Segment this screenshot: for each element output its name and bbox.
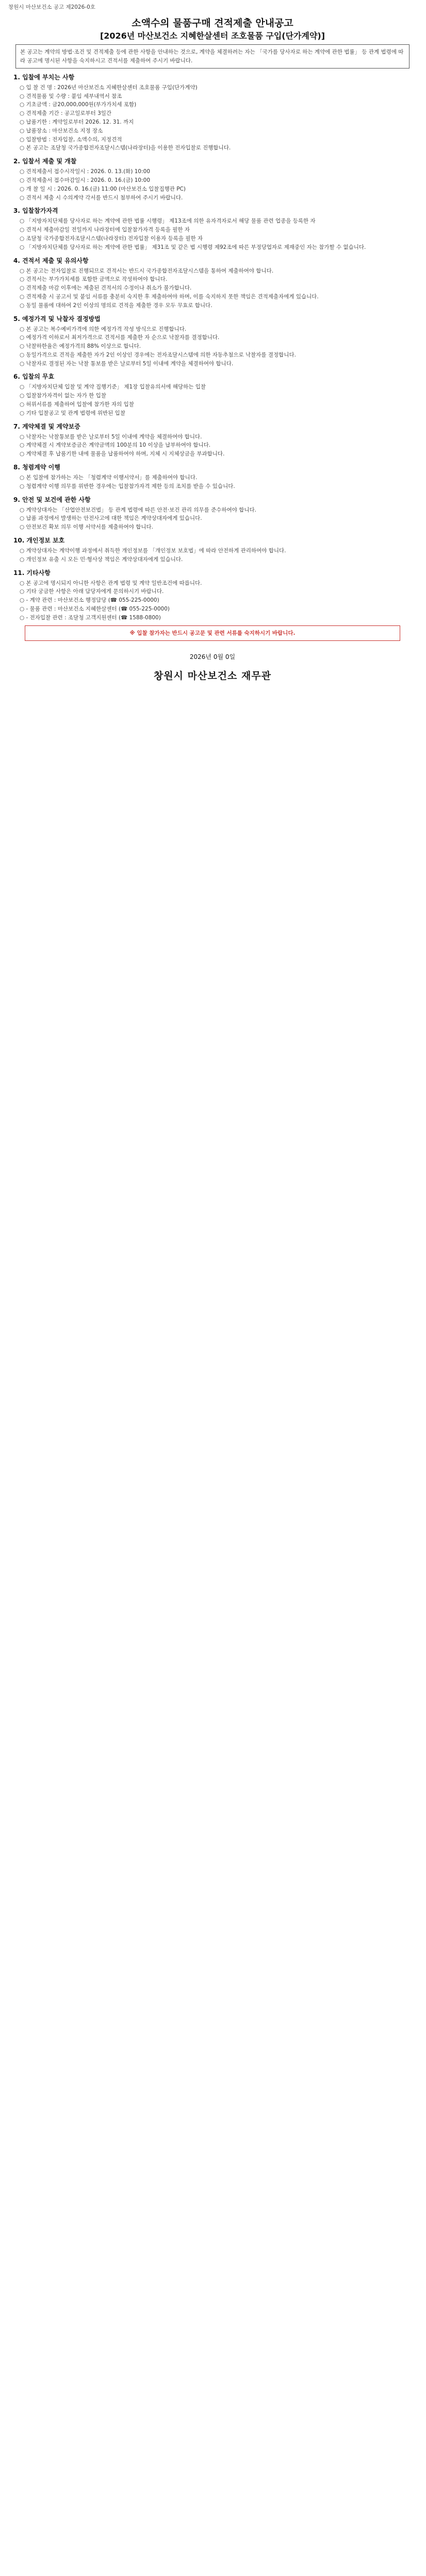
list-item: ○ 조달청 국가종합전자조달시스템(나라장터) 전자입찰 이용자 등록을 필한 자 <box>20 234 412 243</box>
list-item: ○ 낙찰자는 낙찰통보를 받은 날로부터 5일 이내에 계약을 체결하여야 합니다. <box>20 433 412 442</box>
list-item: ○ 개 찰 일 시 : 2026. 0. 16.(금) 11:00 (마산보건소 입찰집행관 PC) <box>20 185 412 194</box>
section-list <box>13 167 412 202</box>
list-item: ○ - 전자입찰 관련 : 조달청 고객지원센터 (☎ 1588-0800) <box>20 614 412 622</box>
section <box>13 372 412 417</box>
list-item: ○ 개인정보 유출 시 모든 민·형사상 책임은 계약상대자에게 있습니다. <box>20 555 412 564</box>
title-block <box>4 17 421 41</box>
section-list <box>13 267 412 310</box>
section-heading: 4. 견적서 제출 및 유의사항 <box>13 257 89 264</box>
list-item: ○ 동일 물품에 대하여 2인 이상의 명의로 견적을 제출한 경우 모두 무효로 합니다. <box>20 301 412 310</box>
list-item: ○ 계약상대자는 계약이행 과정에서 취득한 개인정보를 「개인정보 보호법」에 따라 안전하게 관리하여야 합니다. <box>20 547 412 555</box>
list-item: ○ 기초금액 : 금20,000,000원(부가가치세 포함) <box>20 100 412 109</box>
list-item: ○ 납품장소 : 마산보건소 지정 장소 <box>20 127 412 135</box>
list-item: ○ 계약체결 시 계약보증금은 계약금액의 100분의 10 이상을 납부하여야 합니다. <box>20 441 412 450</box>
section-heading: 11. 기타사항 <box>13 569 51 577</box>
list-item: ○ - 계약 관련 : 마산보건소 행정담당 (☎ 055-225-0000) <box>20 596 412 605</box>
section-heading: 9. 안전 및 보건에 관한 사항 <box>13 496 91 503</box>
section-heading: 1. 입찰에 부치는 사항 <box>13 73 75 81</box>
section <box>13 157 412 202</box>
section <box>13 422 412 459</box>
list-item: ○ 입찰방법 : 전자입찰, 소액수의, 지정견적 <box>20 135 412 144</box>
list-item: ○ 본 공고는 조달청 국가종합전자조달시스템(나라장터)을 이용한 전자입찰로 진행합니다. <box>20 144 412 152</box>
page-title: 소액수의 물품구매 견적제출 안내공고 <box>132 18 293 29</box>
section-heading: 8. 청렴계약 이행 <box>13 464 60 471</box>
list-item: ○ 입찰참가자격이 없는 자가 한 입찰 <box>20 392 412 400</box>
list-item: ○ 계약체결 후 납품기한 내에 물품을 납품하여야 하며, 지체 시 지체상금을 부과합니다. <box>20 450 412 459</box>
announcement-date: 2026년 0월 0일 <box>189 653 236 661</box>
list-item: ○ 견적제출 마감 이후에는 제출된 견적서의 수정이나 취소가 불가합니다. <box>20 284 412 293</box>
list-item: ○ 기타 입찰공고 및 관계 법령에 위반된 입찰 <box>20 409 412 418</box>
section-heading: 10. 개인정보 보호 <box>13 537 65 545</box>
section-list <box>13 217 412 251</box>
list-item: ○ 견적제출서 접수시작일시 : 2026. 0. 13.(화) 10:00 <box>20 167 412 176</box>
list-item: ○ 입 찰 건 명 : 2026년 마산보건소 지혜한살센터 조호물품 구입(단가계약) <box>20 83 412 92</box>
list-item: ○ 견적서 제출 시 수의계약 각서를 반드시 첨부하여 주시기 바랍니다. <box>20 194 412 202</box>
section <box>13 206 412 251</box>
section-list <box>13 383 412 417</box>
section-heading: 3. 입찰참가자격 <box>13 207 58 215</box>
list-item: ○ - 물품 관련 : 마산보건소 지혜한살센터 (☎ 055-225-0000) <box>20 605 412 614</box>
list-item: ○ 계약상대자는 「산업안전보건법」 등 관계 법령에 따른 안전·보건 관리 의무를 준수하여야 합니다. <box>20 506 412 515</box>
section <box>13 495 412 532</box>
list-item: ○ 납품 과정에서 발생하는 안전사고에 대한 책임은 계약상대자에게 있습니다. <box>20 514 412 523</box>
list-item: ○ 본 공고는 전자입찰로 진행되므로 견적서는 반드시 국가종합전자조달시스템을 통하여 제출하여야 합니다. <box>20 267 412 276</box>
section-list <box>13 579 412 622</box>
section <box>13 314 412 368</box>
list-item: ○ 본 공고에 명시되지 아니한 사항은 관계 법령 및 계약 일반조건에 따릅니다. <box>20 579 412 588</box>
list-item: ○ 허위서류를 제출하여 입찰에 참가한 자의 입찰 <box>20 400 412 409</box>
list-item: ○ 「지방자치단체를 당사자로 하는 계약에 관한 법률」 제31조 및 같은 법 시행령 제92조에 따른 부정당업자로 제재중인 자는 참가할 수 없습니다. <box>20 243 412 252</box>
section <box>13 568 412 622</box>
list-item: ○ 본 공고는 복수예비가격에 의한 예정가격 작성 방식으로 진행합니다. <box>20 325 412 334</box>
notice-box: 본 공고는 계약의 방법·조건 및 견적제출 등에 관한 사항을 안내하는 것으로, 계약을 체결하려는 자는 「국가를 당사자로 하는 계약에 관한 법률」 등 관계 법령에 따라 공고에 명시된 사항을 숙지하시고 견적서를 제출하여 주시기 바랍니다. <box>15 44 409 69</box>
list-item: ○ 「지방자치단체 입찰 및 계약 집행기준」 제1장 입찰유의서에 해당하는 입찰 <box>20 383 412 392</box>
red-notice: ※ 입찰 참가자는 반드시 공고문 및 관련 서류를 숙지하시기 바랍니다. <box>25 625 400 641</box>
doc-reference: 창원시 마산보건소 공고 제2026-0호 <box>8 4 95 10</box>
list-item: ○ 「지방자치단체를 당사자로 하는 계약에 관한 법률 시행령」 제13조에 의한 유자격자로서 해당 물품 관련 업종을 등록한 자 <box>20 217 412 226</box>
list-item: ○ 견적제출서 접수마감일시 : 2026. 0. 16.(금) 10:00 <box>20 176 412 185</box>
list-item: ○ 견적제출 시 공고서 및 붙임 서류를 충분히 숙지한 후 제출하여야 하며, 이를 숙지하지 못한 책임은 견적제출자에게 있습니다. <box>20 293 412 301</box>
section-heading: 6. 입찰의 무효 <box>13 373 55 381</box>
section <box>13 256 412 310</box>
section-list <box>13 506 412 532</box>
section-list <box>13 83 412 152</box>
sections-container <box>4 73 421 622</box>
section <box>13 536 412 564</box>
section <box>13 73 412 152</box>
list-item: ○ 낙찰자로 결정된 자는 낙찰 통보를 받은 날로부터 5일 이내에 계약을 체결하여야 합니다. <box>20 360 412 368</box>
section-heading: 7. 계약체결 및 계약보증 <box>13 422 80 430</box>
list-item: ○ 견적물품 및 수량 : 붙임 세부내역서 참조 <box>20 92 412 101</box>
list-item: ○ 동일가격으로 견적을 제출한 자가 2인 이상인 경우에는 전자조달시스템에 의한 자동추첨으로 낙찰자를 결정합니다. <box>20 351 412 360</box>
list-item: ○ 기타 궁금한 사항은 아래 담당자에게 문의하시기 바랍니다. <box>20 587 412 596</box>
list-item: ○ 청렴계약 이행 의무를 위반한 경우에는 입찰참가자격 제한 등의 조치를 받을 수 있습니다. <box>20 482 412 491</box>
section <box>13 463 412 491</box>
list-item: ○ 예정가격 이하로서 최저가격으로 견적서를 제출한 자 순으로 낙찰자를 결정합니다. <box>20 333 412 342</box>
section-heading: 5. 예정가격 및 낙찰자 결정방법 <box>13 315 101 323</box>
section-list <box>13 547 412 564</box>
list-item: ○ 낙찰하한율은 예정가격의 88% 이상으로 합니다. <box>20 342 412 351</box>
list-item: ○ 본 입찰에 참가하는 자는 「청렴계약 이행서약서」를 제출하여야 합니다. <box>20 473 412 482</box>
list-item: ○ 견적제출 기간 : 공고일로부터 3일간 <box>20 109 412 118</box>
section-list <box>13 473 412 491</box>
list-item: ○ 견적서는 부가가치세를 포함한 금액으로 작성하여야 합니다. <box>20 275 412 284</box>
list-item: ○ 견적서 제출마감일 전일까지 나라장터에 입찰참가자격 등록을 필한 자 <box>20 226 412 234</box>
announcement-document <box>4 2 421 687</box>
issuer-name: 창원시 마산보건소 재무관 <box>153 670 272 682</box>
list-item: ○ 납품기한 : 계약일로부터 2026. 12. 31. 까지 <box>20 118 412 127</box>
list-item: ○ 안전보건 확보 의무 이행 서약서를 제출하여야 합니다. <box>20 523 412 532</box>
section-list <box>13 325 412 368</box>
page-subtitle: [2026년 마산보건소 지혜한살센터 조호물품 구입(단가계약)] <box>100 30 325 41</box>
section-list <box>13 433 412 459</box>
section-heading: 2. 입찰서 제출 및 개찰 <box>13 158 77 165</box>
